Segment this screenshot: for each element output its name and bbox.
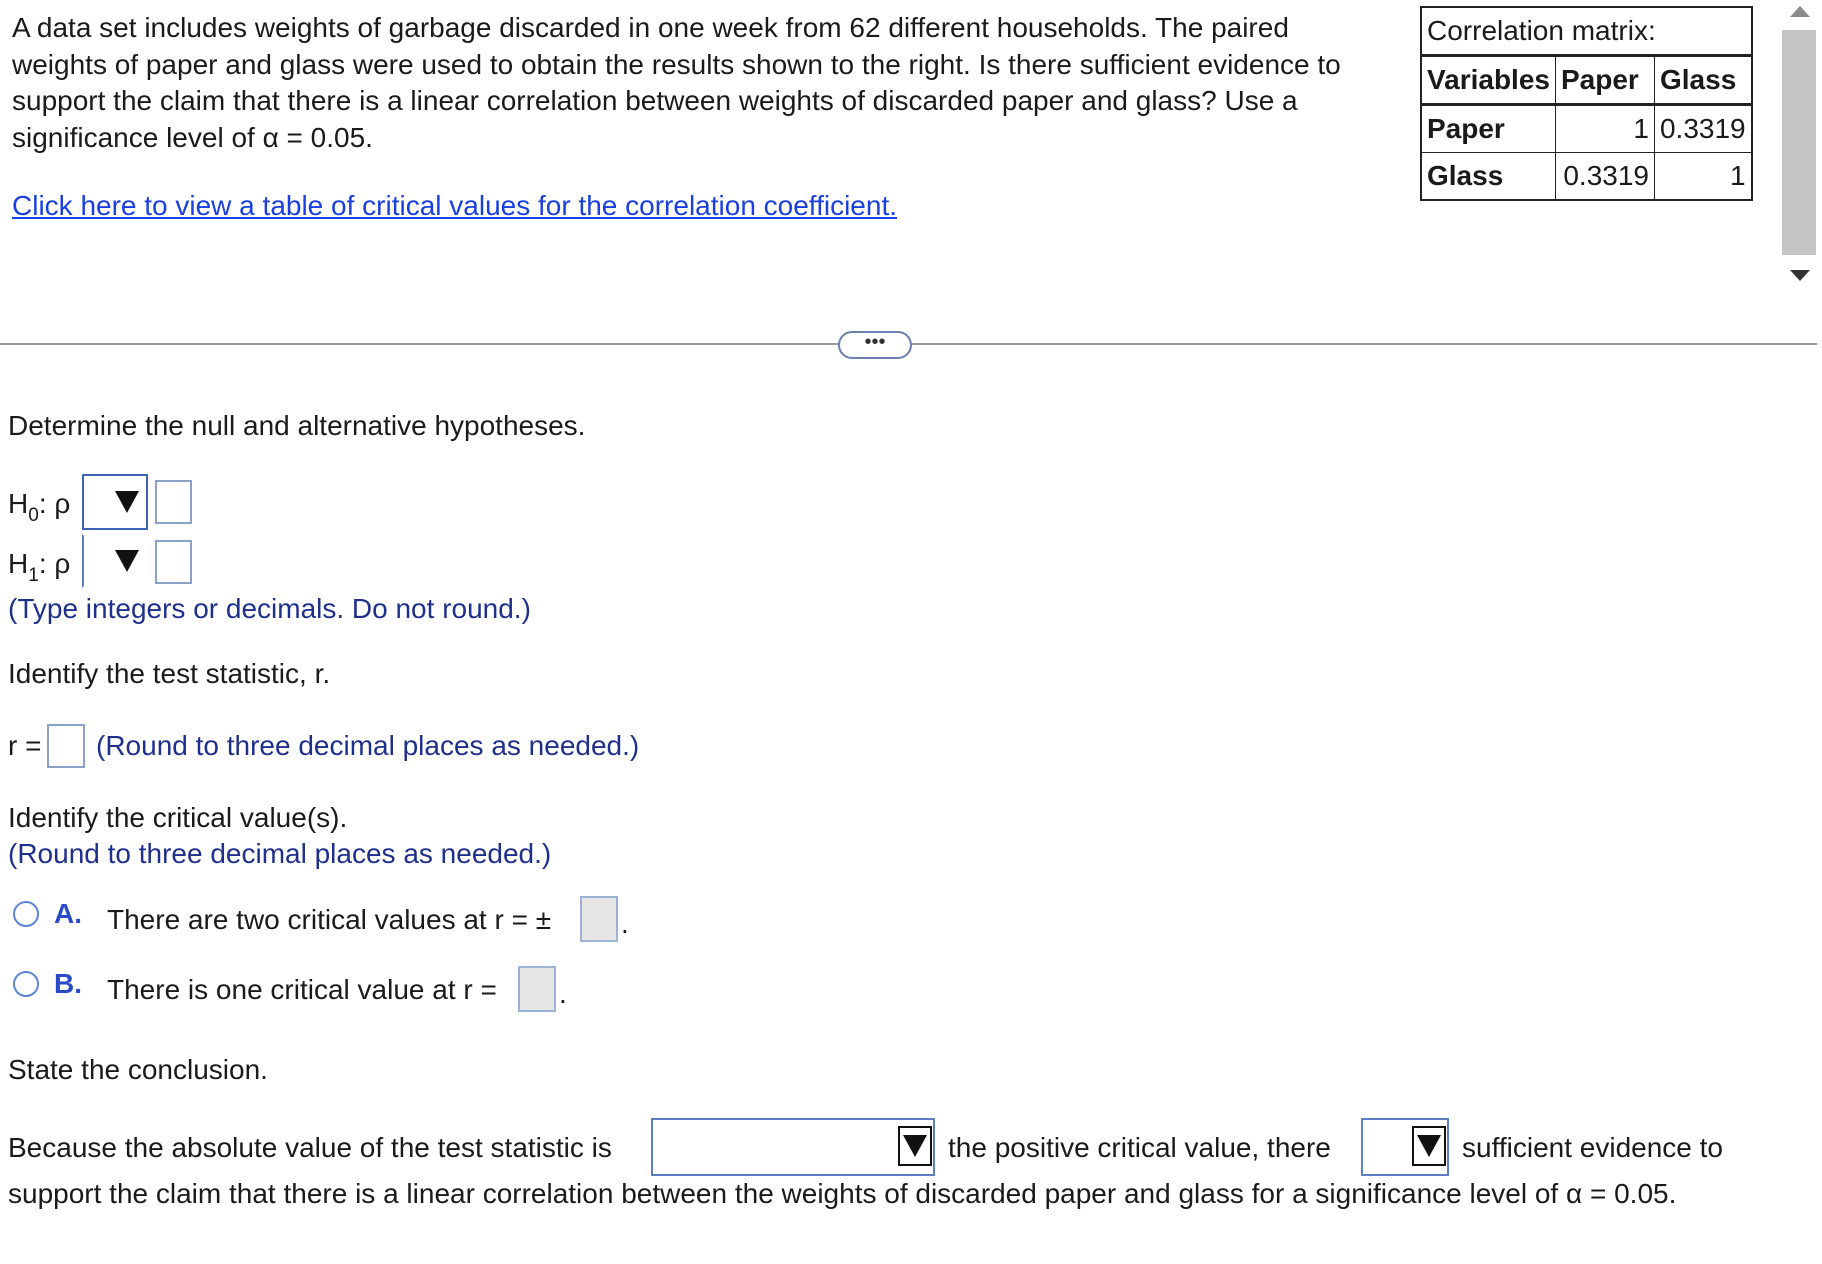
h0-main: H: [8, 488, 29, 519]
problem-line-1: A data set includes weights of garbage discarded in one week from 62 different households. The paired: [12, 12, 1289, 43]
h1-value-input[interactable]: [155, 540, 192, 584]
h1-main: H: [8, 548, 29, 579]
h0-dropdown-arrow-icon[interactable]: [115, 491, 139, 513]
problem-statement: [12, 10, 1412, 156]
correlation-matrix-table: [1420, 6, 1753, 201]
h1-subscript: 1: [28, 565, 39, 586]
scroll-down-arrow-icon[interactable]: [1790, 270, 1810, 281]
h0-label: [8, 486, 70, 526]
r-label: r =: [8, 730, 42, 761]
evidence-dropdown-arrow-icon[interactable]: [1417, 1135, 1441, 1157]
h0-subscript: 0: [28, 505, 39, 526]
critical-note: (Round to three decimal places as needed.): [8, 838, 552, 869]
cell-glass-glass: 1: [1654, 153, 1751, 201]
h1-dropdown-arrow-icon[interactable]: [115, 550, 139, 572]
option-b-period: .: [559, 978, 567, 1009]
h0-value-input[interactable]: [155, 480, 192, 524]
cell-paper-paper: 1: [1555, 105, 1654, 153]
row-label-paper: Paper: [1421, 105, 1555, 153]
conclusion-line-2: support the claim that there is a linear correlation between the weights of discarded paper and glass for a significance level of α = 0.05.: [8, 1178, 1677, 1209]
option-b-text: There is one critical value at r =: [107, 974, 497, 1005]
r-value-input[interactable]: [47, 724, 85, 768]
option-a-period: .: [621, 908, 629, 939]
option-a-letter: A.: [54, 898, 82, 929]
h1-label: [8, 546, 70, 586]
hypotheses-prompt: Determine the null and alternative hypotheses.: [8, 410, 586, 441]
header-glass: Glass: [1654, 56, 1751, 105]
option-a-radio[interactable]: [13, 901, 39, 927]
cell-glass-paper: 0.3319: [1555, 153, 1654, 201]
h1-rest: : ρ: [38, 548, 71, 579]
h0-rest: : ρ: [38, 488, 71, 519]
comparison-dropdown[interactable]: [651, 1118, 935, 1176]
cell-paper-glass: 0.3319: [1654, 105, 1751, 153]
table-caption: Correlation matrix:: [1421, 7, 1752, 56]
scroll-thumb[interactable]: [1782, 30, 1816, 255]
conclusion-prompt: State the conclusion.: [8, 1054, 268, 1085]
problem-line-4: significance level of α = 0.05.: [12, 121, 373, 153]
problem-line-2: weights of paper and glass were used to obtain the results shown to the right. Is there sufficient evidence to: [12, 48, 1341, 80]
more-button[interactable]: •••: [838, 331, 912, 359]
conclusion-part-1: Because the absolute value of the test statistic is: [8, 1132, 612, 1163]
test-statistic-prompt: Identify the test statistic, r.: [8, 658, 331, 689]
header-paper: Paper: [1555, 56, 1654, 105]
conclusion-part-3: sufficient evidence to: [1462, 1132, 1723, 1163]
header-variables: Variables: [1421, 56, 1555, 105]
option-a-value-input[interactable]: [580, 896, 618, 942]
option-b-value-input[interactable]: [518, 966, 556, 1012]
option-a-text: There are two critical values at r = ±: [107, 904, 552, 935]
option-b-letter: B.: [54, 968, 82, 999]
scroll-up-arrow-icon[interactable]: [1790, 6, 1810, 17]
critical-prompt: Identify the critical value(s).: [8, 802, 348, 833]
hypotheses-note: (Type integers or decimals. Do not round.): [8, 593, 531, 624]
conclusion-part-2: the positive critical value, there: [948, 1132, 1331, 1163]
comparison-dropdown-arrow-icon[interactable]: [903, 1135, 927, 1157]
option-b-radio[interactable]: [13, 971, 39, 997]
row-label-glass: Glass: [1421, 153, 1555, 201]
problem-line-3: support the claim that there is a linear correlation between weights of discarded paper and glass? Use a: [12, 85, 1298, 116]
critical-values-link[interactable]: Click here to view a table of critical values for the correlation coefficient.: [12, 190, 898, 221]
test-statistic-note: (Round to three decimal places as needed.): [96, 730, 640, 761]
